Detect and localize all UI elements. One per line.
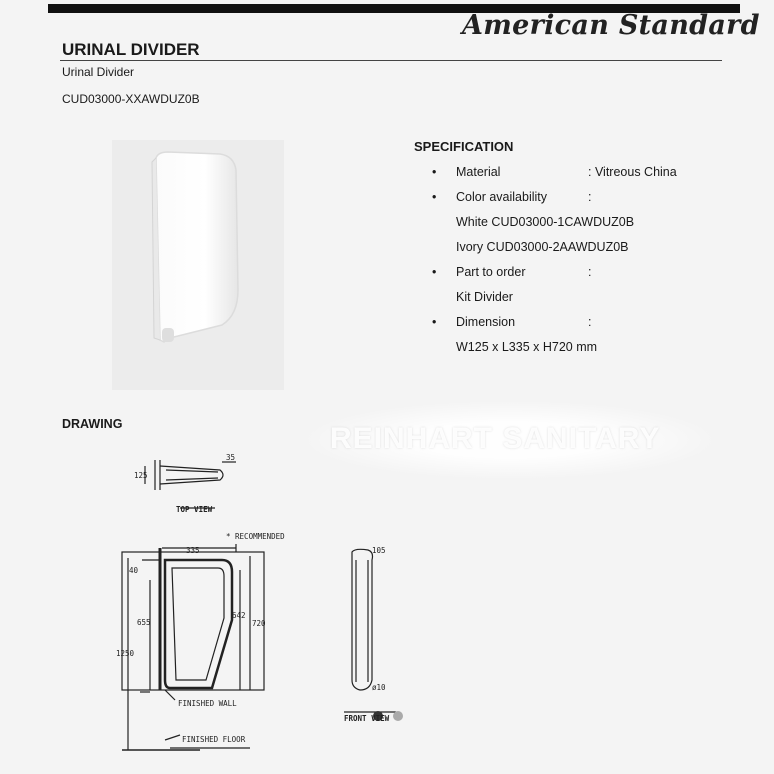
bullet: • <box>432 190 437 204</box>
spec-label: Color availability <box>456 190 548 204</box>
dim-1250: 1250 <box>116 649 135 658</box>
spec-separator: : <box>588 190 592 204</box>
dim-642: 642 <box>232 611 246 620</box>
top-view <box>145 460 236 508</box>
finished-wall-label: FINISHED WALL <box>178 699 237 708</box>
spec-value: : Vitreous China <box>588 165 677 179</box>
drawing-heading: DRAWING <box>62 417 123 431</box>
front-view-label: FRONT VIEW <box>344 714 390 723</box>
brand-logo: American Standard <box>462 10 760 41</box>
spec-separator: : <box>588 265 592 279</box>
bullet: • <box>432 165 437 179</box>
side-view <box>122 544 264 750</box>
spec-label: Part to order <box>456 265 526 279</box>
watermark-text: REINHART SANITARY <box>330 422 661 455</box>
dim-655: 655 <box>137 618 151 627</box>
navigation-dot <box>393 711 403 721</box>
front-view <box>344 549 396 712</box>
dim-40: 40 <box>129 566 139 575</box>
spec-label: Dimension <box>456 315 516 329</box>
dim-125: 125 <box>134 471 148 480</box>
spec-separator: : <box>588 315 592 329</box>
spec-value: White CUD03000-1CAWDUZ0B <box>456 215 635 229</box>
spec-label: Material <box>456 165 501 179</box>
bullet: • <box>432 265 437 279</box>
bullet: • <box>432 315 437 329</box>
top-view-label: TOP VIEW <box>176 505 213 514</box>
spec-value: W125 x L335 x H720 mm <box>456 340 598 354</box>
dim-35: 35 <box>226 453 236 462</box>
page-subtitle: Urinal Divider <box>62 65 135 79</box>
specification-heading: SPECIFICATION <box>414 139 514 154</box>
dim-105: 105 <box>372 546 386 555</box>
product-code: CUD03000-XXAWDUZ0B <box>62 92 200 106</box>
spec-value: Kit Divider <box>456 290 513 304</box>
dim-o10: ø10 <box>372 683 386 692</box>
dim-335: 335 <box>186 546 200 555</box>
page-title: URINAL DIVIDER <box>62 40 200 59</box>
recommended-note: * RECOMMENDED <box>226 532 285 541</box>
finished-floor-label: FINISHED FLOOR <box>182 735 246 744</box>
dim-720: 720 <box>252 619 266 628</box>
spec-value: Ivory CUD03000-2AAWDUZ0B <box>456 240 629 254</box>
